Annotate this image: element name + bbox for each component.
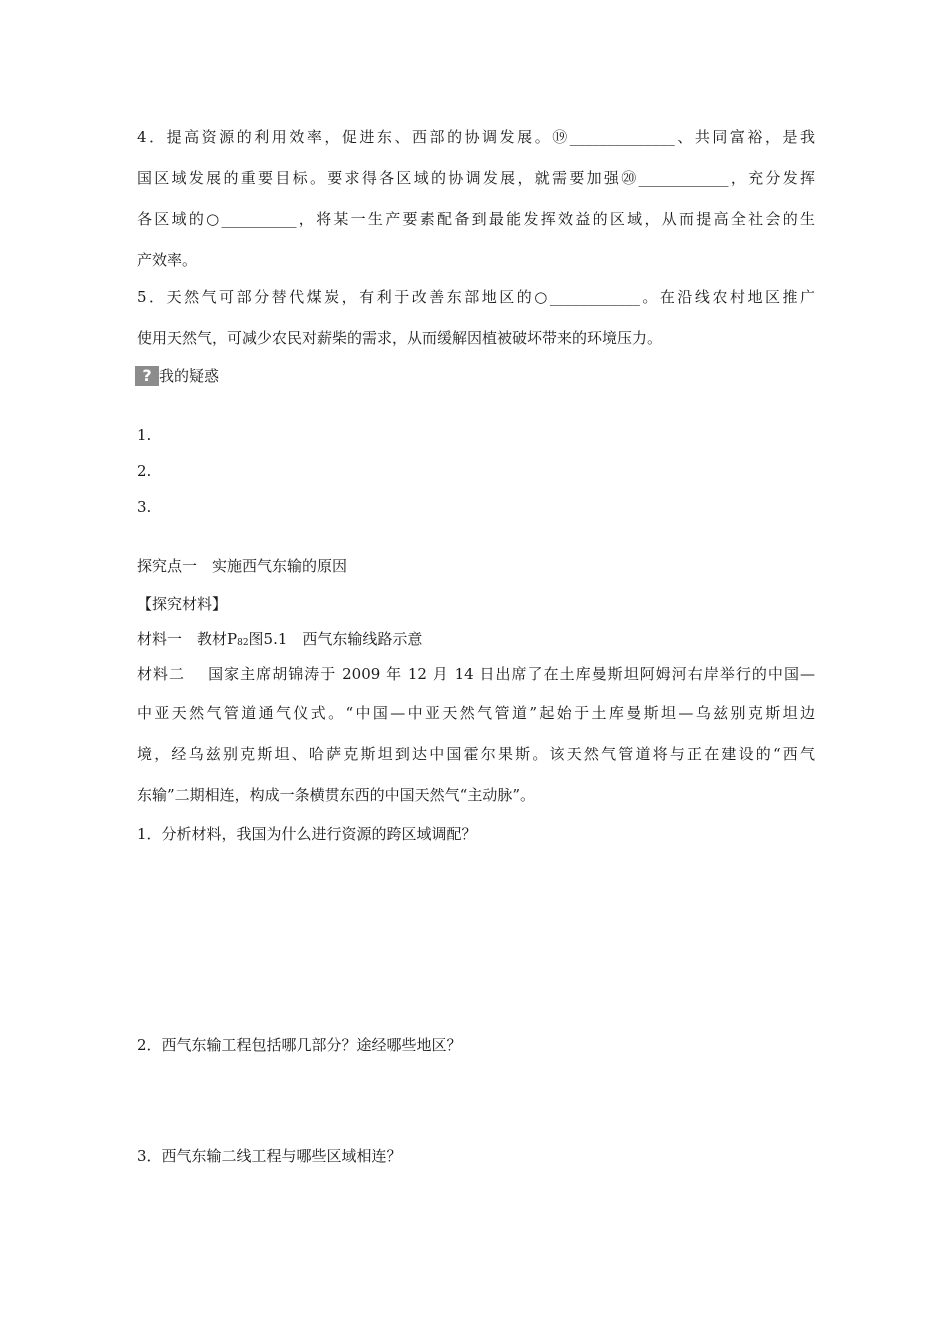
material-2-line-2: 中亚天然气管道通气仪式。“中国—中亚天然气管道”起始于土库曼斯坦—乌兹别克斯坦边 [137,704,815,722]
question-2: 2．西气东输工程包括哪几部分？途经哪些地区？ [137,1036,462,1054]
doubts-heading [135,366,219,386]
material-1: 材料一 教材$P_{82}$图5.1 西气东输线路示意 [137,630,423,648]
section4-line-2: 国区域发展的重要目标。要求得各区域的协调发展，就需要加强⑳____________，充分发挥 [137,169,815,187]
material-2-line-1: 材料二 国家主席胡锦涛于 2009 年 12 月 14 日出席了在土库曼斯坦阿姆河右岸举行的中国— [137,665,815,683]
doubts-title: 我的疑惑 [159,367,220,385]
explore-heading: 探究点一 实施西气东输的原因 [137,557,348,575]
material-2-line-3: 境，经乌兹别克斯坦、哈萨克斯坦到达中国霍尔果斯。该天然气管道将与正在建设的“西气 [137,745,815,763]
question-mark-icon: ? [135,366,159,386]
doubt-item-1: 1. [137,426,152,444]
materials-label: 【探究材料】 [137,595,228,613]
section5-line-1: 5．天然气可部分替代煤炭，有利于改善东部地区的○____________。在沿线农村地区推广 [137,288,815,306]
doubt-item-3: 3. [137,498,152,516]
section4-line-4: 产效率。 [137,251,198,269]
section4-line-3: 各区域的○__________，将某一生产要素配备到最能发挥效益的区域，从而提高全社会的生 [137,210,815,228]
material-2-line-4: 东输”二期相连，构成一条横贯东西的中国天然气“主动脉”。 [137,786,536,804]
section5-line-2: 使用天然气，可减少农民对薪柴的需求，从而缓解因植被破坏带来的环境压力。 [137,329,663,347]
question-3: 3．西气东输二线工程与哪些区域相连？ [137,1147,402,1165]
section4-line-1: 4．提高资源的利用效率，促进东、西部的协调发展。⑲______________、共同富裕，是我 [137,128,815,146]
doubt-item-2: 2. [137,462,152,480]
question-1: 1．分析材料，我国为什么进行资源的跨区域调配？ [137,825,477,843]
